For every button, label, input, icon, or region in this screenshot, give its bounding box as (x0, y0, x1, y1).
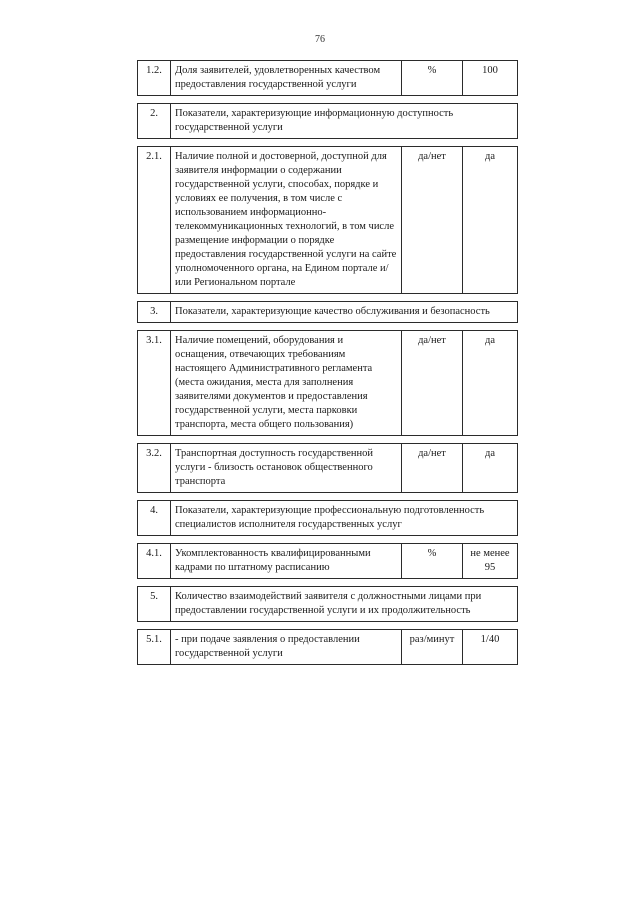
row-spacer (138, 579, 518, 587)
section-title: Количество взаимодействий заявителя с должностными лицами при предоставлении государственной услуги и их продолжительность (171, 587, 518, 622)
row-spacer (138, 493, 518, 501)
indicator-unit: раз/минут (402, 630, 463, 665)
row-spacer (138, 139, 518, 147)
section-row (138, 302, 518, 323)
indicator-unit: да/нет (402, 444, 463, 493)
table-row (138, 331, 518, 436)
row-number: 3.1. (138, 331, 171, 436)
row-spacer (138, 536, 518, 544)
section-row (138, 104, 518, 139)
indicators-table (137, 60, 518, 665)
row-spacer-cell (138, 139, 518, 147)
row-number: 2.1. (138, 147, 171, 294)
section-title: Показатели, характеризующие информационную доступность государственной услуги (171, 104, 518, 139)
row-spacer-cell (138, 323, 518, 331)
indicator-value: не менее 95 (463, 544, 518, 579)
indicator-value: да (463, 331, 518, 436)
row-number: 4. (138, 501, 171, 536)
row-number: 3. (138, 302, 171, 323)
row-spacer-cell (138, 536, 518, 544)
row-spacer-cell (138, 96, 518, 104)
indicator-unit: да/нет (402, 331, 463, 436)
section-title: Показатели, характеризующие профессиональную подготовленность специалистов исполнителя государственных услуг (171, 501, 518, 536)
indicator-unit: % (402, 544, 463, 579)
indicator-description: Наличие помещений, оборудования и оснащения, отвечающих требованиям настоящего Административного регламента (места ожидания, места для заполнения заявителями документов и предоставления государственной услуги, места парковки транспорта, места общего пользования) (171, 331, 402, 436)
table-row (138, 61, 518, 96)
row-number: 3.2. (138, 444, 171, 493)
row-number: 1.2. (138, 61, 171, 96)
row-spacer (138, 436, 518, 444)
table-row (138, 444, 518, 493)
indicator-unit: % (402, 61, 463, 96)
row-number: 5. (138, 587, 171, 622)
row-number: 2. (138, 104, 171, 139)
row-spacer-cell (138, 294, 518, 302)
row-spacer (138, 96, 518, 104)
section-row (138, 587, 518, 622)
indicator-value: 1/40 (463, 630, 518, 665)
indicator-description: Доля заявителей, удовлетворенных качеством предоставления государственной услуги (171, 61, 402, 96)
section-row (138, 501, 518, 536)
row-spacer-cell (138, 493, 518, 501)
indicator-description: Наличие полной и достоверной, доступной для заявителя информации о содержании государственной услуги, способах, порядке и условиях ее получения, в том числе с использованием информационно-телекоммуникационных технологий, в том числе размещение информации о порядке предоставления государственной услуги на сайте уполномоченного органа, на Едином портале и/или Региональном портале (171, 147, 402, 294)
row-spacer (138, 323, 518, 331)
page-number: 76 (315, 34, 325, 45)
row-spacer-cell (138, 436, 518, 444)
indicator-value: да (463, 444, 518, 493)
indicator-description: Транспортная доступность государственной услуги - близость остановок общественного транспорта (171, 444, 402, 493)
row-spacer-cell (138, 622, 518, 630)
indicator-description: Укомплектованность квалифицированными кадрами по штатному расписанию (171, 544, 402, 579)
indicator-unit: да/нет (402, 147, 463, 294)
table-row (138, 147, 518, 294)
row-spacer (138, 294, 518, 302)
row-spacer-cell (138, 579, 518, 587)
table-row (138, 544, 518, 579)
row-spacer (138, 622, 518, 630)
row-number: 5.1. (138, 630, 171, 665)
indicator-value: 100 (463, 61, 518, 96)
indicator-description: - при подаче заявления о предоставлении государственной услуги (171, 630, 402, 665)
row-number: 4.1. (138, 544, 171, 579)
indicator-value: да (463, 147, 518, 294)
table-row (138, 630, 518, 665)
section-title: Показатели, характеризующие качество обслуживания и безопасность (171, 302, 518, 323)
